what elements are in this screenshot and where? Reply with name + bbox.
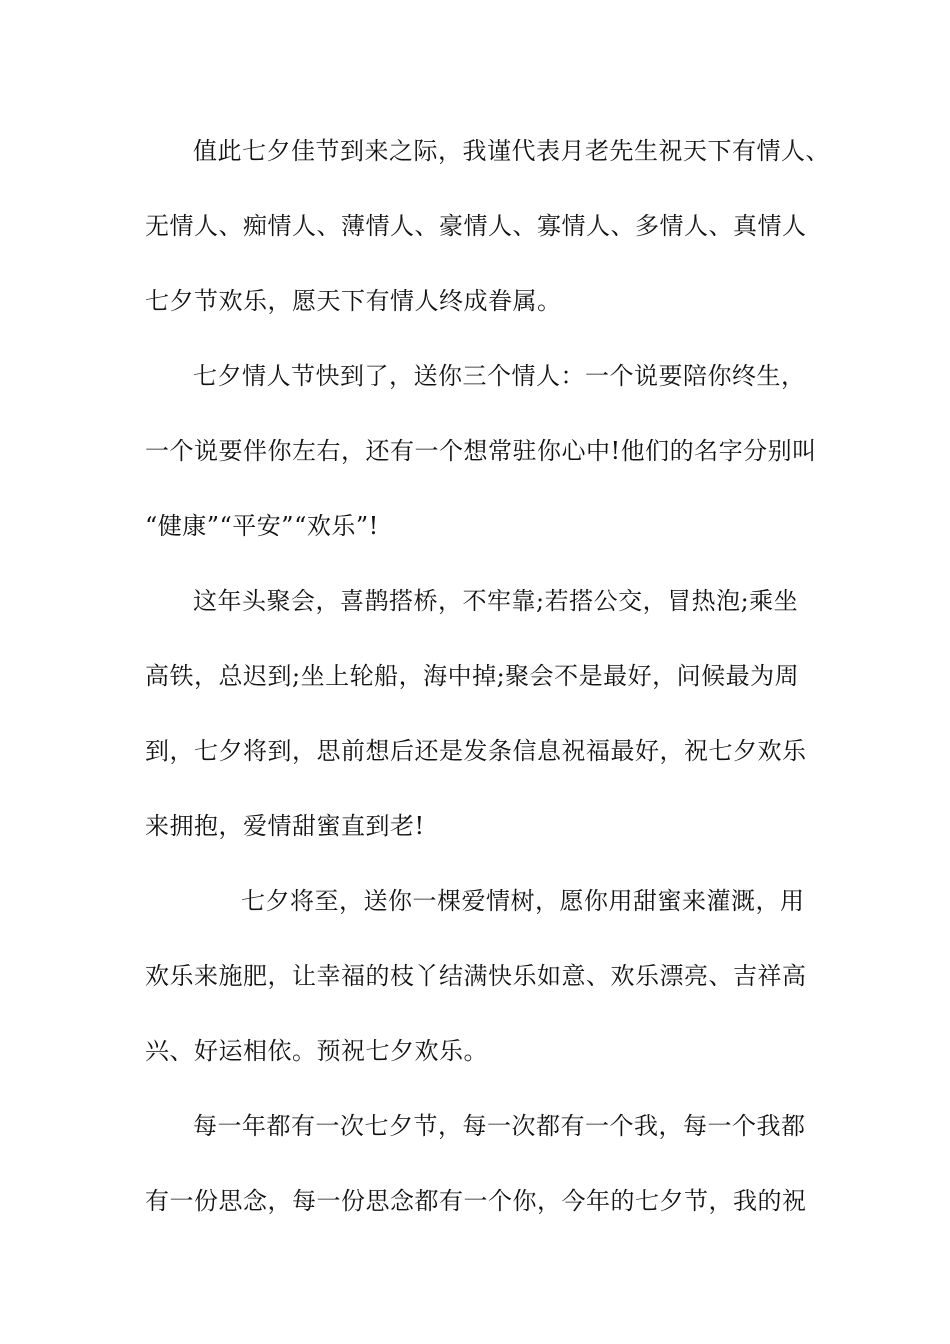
text-line: 到，七夕将到，思前想后还是发条信息祝福最好，祝七夕欢乐 [145,737,807,765]
text-line: 值此七夕佳节到来之际，我谨代表月老先生祝天下有情人、 [193,137,830,165]
text-line: 这年头聚会，喜鹊搭桥，不牢靠;若搭公交，冒热泡;乘坐 [193,587,799,615]
text-line: 欢乐来施肥，让幸福的枝丫结满快乐如意、欢乐漂亮、吉祥高 [145,962,807,990]
text-line: 七夕节欢乐，愿天下有情人终成眷属。 [145,287,562,315]
text-line: 有一份思念，每一份思念都有一个你，今年的七夕节，我的祝 [145,1187,807,1215]
text-line: 兴、好运相依。预祝七夕欢乐。 [145,1037,488,1065]
text-line: 来拥抱，爱情甜蜜直到老! [145,812,425,840]
text-line: 每一年都有一次七夕节，每一次都有一个我，每一个我都 [193,1112,806,1140]
text-line: “健康”“平安”“欢乐”! [145,512,379,540]
text-line: 七夕情人节快到了，送你三个情人：一个说要陪你终生， [193,362,806,390]
text-line: 无情人、痴情人、薄情人、豪情人、寡情人、多情人、真情人 [145,212,807,240]
text-line: 高铁，总迟到;坐上轮船，海中掉;聚会不是最好，问候最为周 [145,662,800,690]
text-line: 七夕将至，送你一棵爱情树，愿你用甜蜜来灌溉，用 [241,887,805,915]
text-line: 一个说要伴你左右，还有一个想常驻你心中!他们的名字分别叫 [145,437,817,465]
